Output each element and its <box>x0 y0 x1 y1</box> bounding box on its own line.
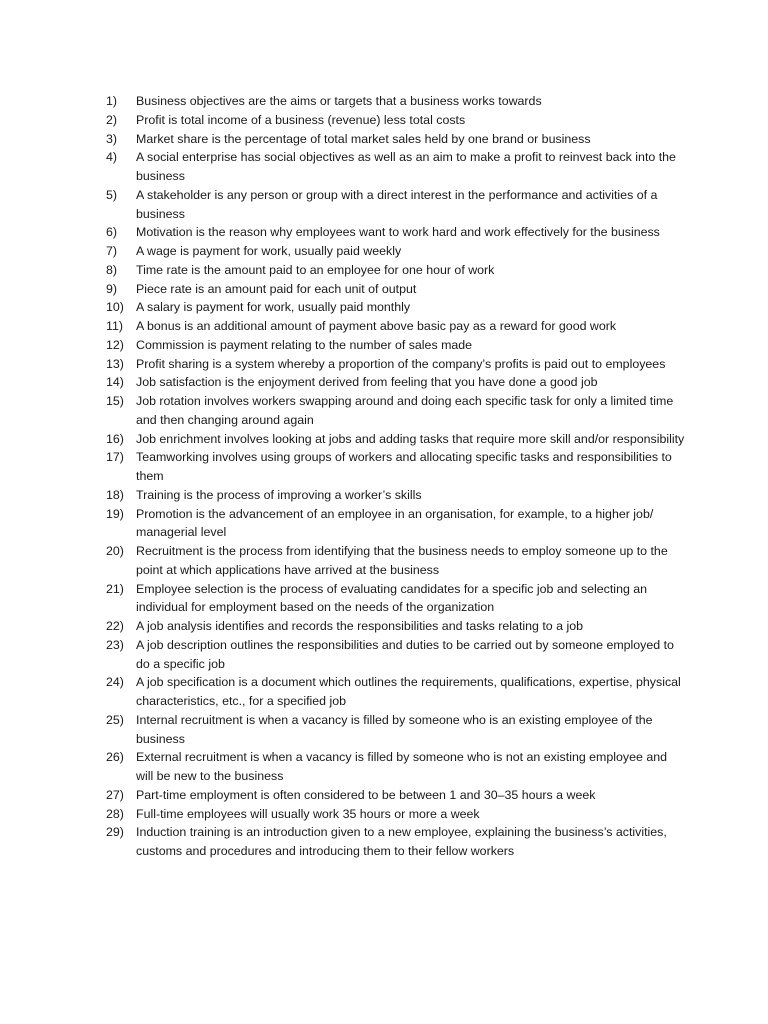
item-number: 14) <box>106 375 124 390</box>
item-number: 15) <box>106 394 124 408</box>
item-text: Job enrichment involves looking at jobs and adding tasks that require more skill and/or responsibility <box>136 431 685 446</box>
list-item <box>106 430 686 449</box>
definitions-list <box>106 92 686 861</box>
list-item <box>106 148 686 186</box>
item-text: A bonus is an additional amount of payment above basic pay as a reward for good work <box>136 319 617 333</box>
list-item <box>106 673 686 711</box>
item-text: Market share is the percentage of total market sales held by one brand or business <box>136 131 591 146</box>
list-item <box>106 636 686 674</box>
list-item <box>106 580 686 618</box>
item-text: Training is the process of improving a worker’s skills <box>136 487 422 502</box>
item-number: 29) <box>106 825 124 840</box>
item-number: 20) <box>106 544 124 558</box>
item-number: 1) <box>106 94 118 108</box>
list-item <box>106 448 686 486</box>
item-number: 28) <box>106 806 124 821</box>
item-number: 24) <box>106 675 124 690</box>
list-item <box>106 317 686 336</box>
list-item <box>106 805 686 824</box>
item-text: Business objectives are the aims or targets that a business works towards <box>136 94 542 108</box>
list-item <box>106 242 686 261</box>
list-item <box>106 298 686 317</box>
item-text: Profit sharing is a system whereby a proportion of the company’s profits is paid out to employees <box>136 356 666 371</box>
item-text: Induction training is an introduction given to a new employee, explaining the business’s activities, customs and procedures and introducing them to their fellow workers <box>136 825 667 858</box>
list-item <box>106 542 686 580</box>
item-text: Recruitment is the process from identifying that the business needs to employ someone up to the point at which applications have arrived at the business <box>136 544 668 577</box>
item-number: 21) <box>106 581 124 596</box>
item-number: 18) <box>106 487 124 502</box>
list-item <box>106 505 686 543</box>
list-item <box>106 748 686 786</box>
list-item <box>106 111 686 130</box>
item-text: Profit is total income of a business (revenue) less total costs <box>136 112 466 127</box>
item-number: 22) <box>106 619 124 633</box>
item-text: A stakeholder is any person or group with a direct interest in the performance and activities of a business <box>136 187 658 221</box>
item-number: 6) <box>106 225 118 240</box>
item-text: A salary is payment for work, usually paid monthly <box>136 300 411 315</box>
item-number: 17) <box>106 450 124 465</box>
item-number: 5) <box>106 187 118 202</box>
item-text: Teamworking involves using groups of workers and allocating specific tasks and responsibilities to them <box>136 450 672 483</box>
item-number: 10) <box>106 300 124 315</box>
list-item <box>106 392 686 430</box>
item-number: 27) <box>106 787 124 802</box>
list-item <box>106 355 686 374</box>
list-item <box>106 373 686 392</box>
item-number: 4) <box>106 150 118 165</box>
list-item <box>106 186 686 224</box>
item-text: Full-time employees will usually work 35 hours or more a week <box>136 806 480 821</box>
list-item <box>106 617 686 636</box>
item-text: A wage is payment for work, usually paid weekly <box>136 244 402 258</box>
item-text: Piece rate is an amount paid for each unit of output <box>136 281 417 296</box>
item-number: 23) <box>106 637 124 652</box>
list-item <box>106 823 686 861</box>
item-number: 9) <box>106 281 118 296</box>
item-text: Internal recruitment is when a vacancy is filled by someone who is an existing employee of the business <box>136 712 653 746</box>
item-number: 11) <box>106 319 123 333</box>
item-number: 13) <box>106 356 124 371</box>
item-text: Motivation is the reason why employees want to work hard and work effectively for the business <box>136 225 660 240</box>
item-text: Time rate is the amount paid to an employee for one hour of work <box>136 262 495 277</box>
item-text: Job rotation involves workers swapping around and doing each specific task for only a limited time and then changing around again <box>136 394 674 427</box>
item-number: 3) <box>106 131 118 146</box>
item-number: 2) <box>106 112 118 127</box>
list-item <box>106 336 686 355</box>
item-text: Promotion is the advancement of an employee in an organisation, for example, to a higher job/ managerial level <box>136 506 654 540</box>
item-text: A job specification is a document which outlines the requirements, qualifications, expertise, physical characteristics, etc., for a specified job <box>136 675 681 708</box>
item-text: A job description outlines the responsibilities and duties to be carried out by someone employed to do a specific job <box>136 637 674 671</box>
item-number: 26) <box>106 750 124 765</box>
item-text: Part-time employment is often considered to be between 1 and 30–35 hours a week <box>136 787 596 802</box>
item-text: Commission is payment relating to the number of sales made <box>136 337 473 352</box>
item-number: 19) <box>106 506 124 521</box>
list-item <box>106 486 686 505</box>
item-number: 12) <box>106 337 124 352</box>
item-text: Job satisfaction is the enjoyment derived from feeling that you have done a good job <box>136 375 598 390</box>
list-item <box>106 92 686 111</box>
list-item <box>106 786 686 805</box>
item-text: A job analysis identifies and records the responsibilities and tasks relating to a job <box>136 619 584 633</box>
list-item <box>106 711 686 749</box>
item-number: 16) <box>106 431 124 446</box>
item-number: 25) <box>106 712 124 727</box>
list-item <box>106 261 686 280</box>
item-number: 8) <box>106 262 118 277</box>
list-item <box>106 223 686 242</box>
item-number: 7) <box>106 244 118 258</box>
item-text: Employee selection is the process of evaluating candidates for a specific job and selecting an individual for employment based on the needs of the organization <box>136 581 648 615</box>
list-item <box>106 130 686 149</box>
list-item <box>106 280 686 299</box>
item-text: External recruitment is when a vacancy is filled by someone who is not an existing employee and will be new to the business <box>136 750 668 783</box>
item-text: A social enterprise has social objectives as well as an aim to make a profit to reinvest back into the business <box>136 150 676 183</box>
